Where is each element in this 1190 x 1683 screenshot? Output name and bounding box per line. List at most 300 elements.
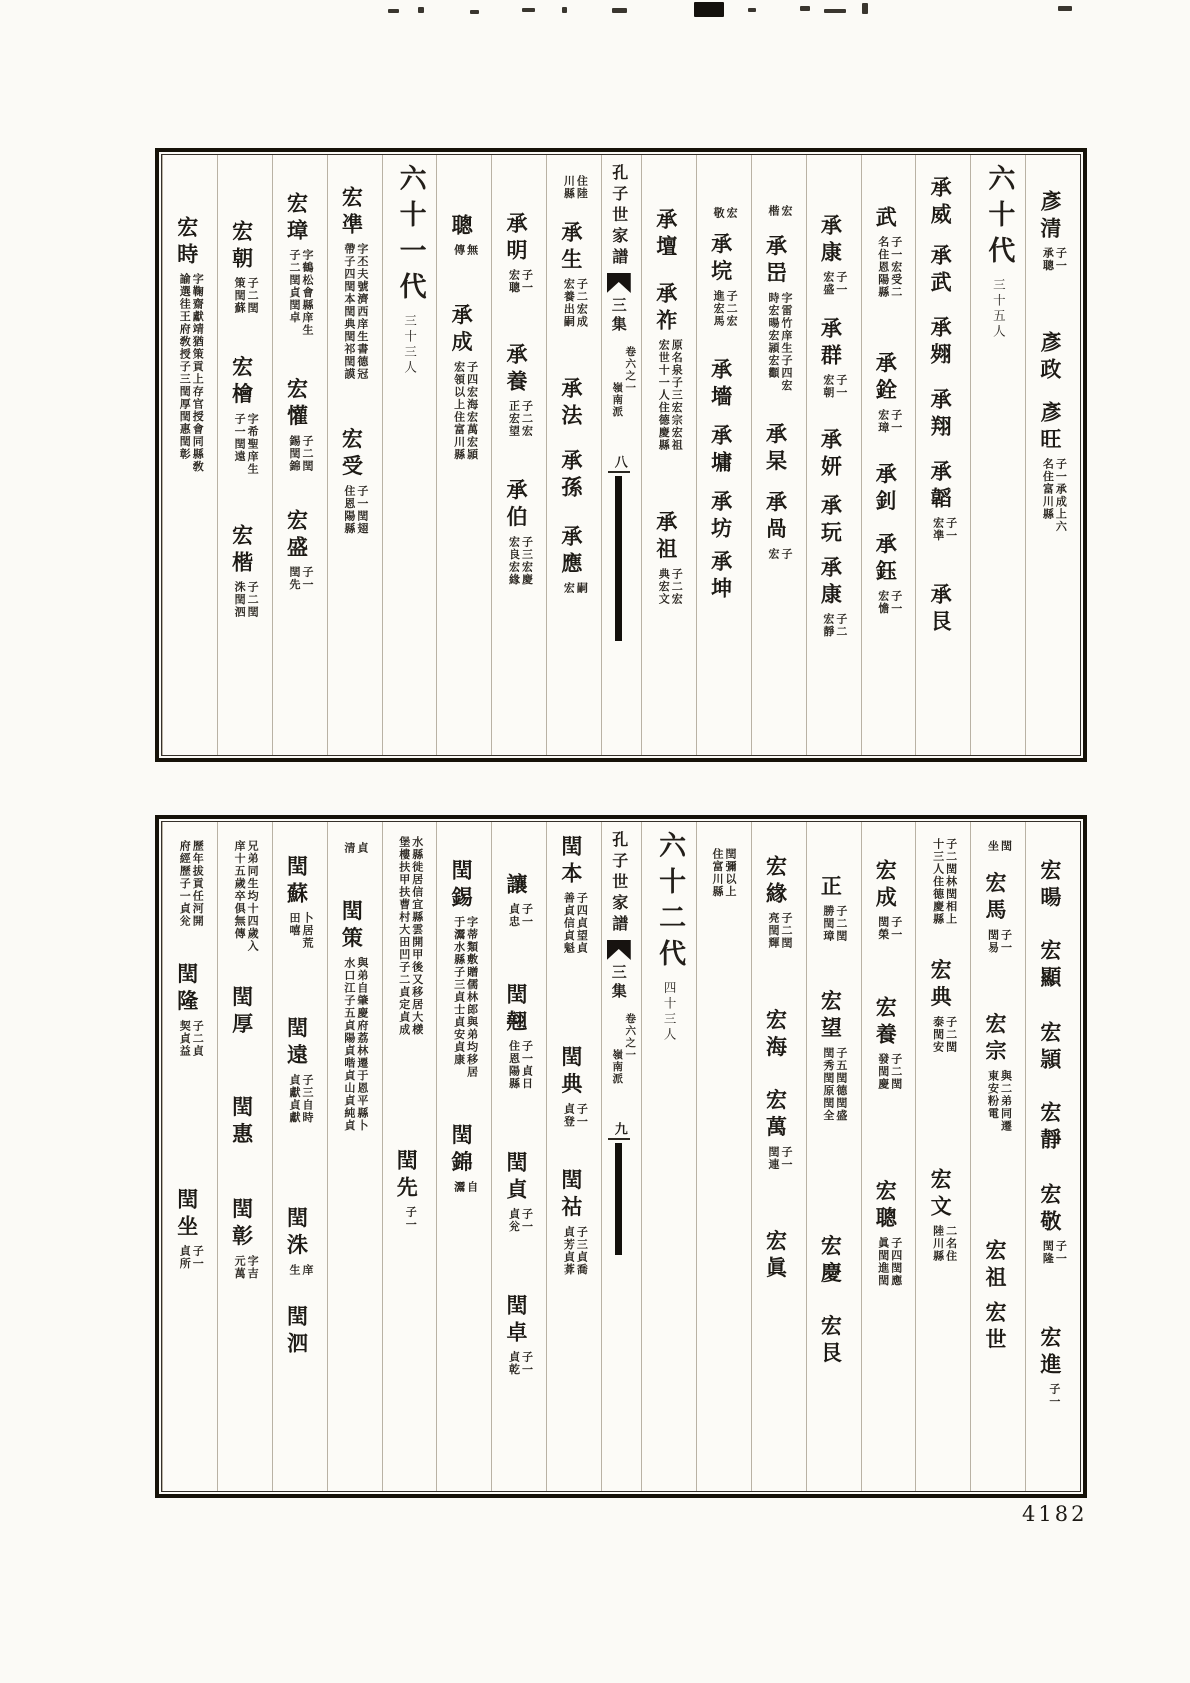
column-flow [394,155,426,755]
lineage-column [546,822,601,1491]
spacer [351,164,352,186]
person-name: 宏宗 [982,1012,1008,1067]
person-annotation [877,916,903,941]
person-annotation [178,1020,204,1058]
spacer [885,1094,886,1180]
spacer [1049,993,1050,1021]
annotation-line: 貞忠 [507,903,521,928]
spacer [994,856,995,872]
person-annotation [288,1074,314,1124]
annotation-line: 子一 [1054,247,1068,272]
annotation-line: 子二宏 [670,567,684,605]
spacer [885,831,886,859]
annotation-line: 字蒂類敷贈儒林郎與弟均移居 [465,916,479,1079]
annotation-line: 子一 [889,589,903,615]
person-annotation [453,244,479,257]
annotation-line: 傳 [452,244,466,257]
person-name: 閏厚 [229,985,255,1040]
scan-artifact [562,7,567,13]
person-annotation [1048,1383,1061,1408]
person-name: 閏貞 [503,1151,529,1205]
annotation-line: 閏易 [986,928,1000,954]
person-annotation [233,277,259,315]
person-annotation [562,278,588,328]
annotation-line: 進宏馬 [712,289,726,327]
spacer [1049,913,1050,939]
column-flow [450,155,479,755]
generation-title: 六十二代 [654,831,686,975]
person-name: 宏頴 [1037,1021,1063,1075]
spacer [665,262,666,282]
person-name: 宏海 [763,1008,789,1063]
spine-black-bar [615,1143,622,1255]
annotation-line: 子一 [520,269,534,294]
annotation-line: 貞獻貞獻 [287,1073,301,1124]
annotation-line: 閏先 [287,566,301,591]
annotation-line: 泰閏安 [931,1015,945,1053]
annotation-line: 卷六之一 [624,346,637,394]
person-annotation [343,485,369,535]
person-name: 承康 [818,556,844,610]
annotation-line: 典宏文 [657,567,671,605]
annotation-line: 子一 [1047,1383,1061,1408]
annotation-line: 歷年拔貢任河開 [191,840,205,928]
continuation-note [398,836,424,1036]
person-name: 聰 [449,214,475,241]
spacer [296,340,297,378]
lineage-column [272,155,327,755]
annotation-line: 子一閏遠 [233,412,247,463]
person-name: 承咼 [763,490,789,545]
spine-column [601,155,641,755]
spacer [720,330,721,358]
annotation-line: 字丕夫號濟西庠生書德冠 [355,243,369,381]
annotation-line: 子二 [834,613,848,638]
person-name: 宏盛 [284,509,310,563]
spacer [720,164,721,204]
generation-count: 三十三人 [402,314,418,376]
annotation-line: 子一 [300,566,314,591]
spacer [461,1082,462,1124]
annotation-line: 于灊水縣子三貞士貞安貞康 [452,916,466,1066]
person-name: 承法 [558,377,584,431]
lineage-column [641,155,696,755]
annotation-line: 閏 [999,840,1013,853]
annotation-line: 住富川縣 [710,848,724,898]
annotation-line: 卜居荒 [300,912,314,950]
person-name: 承群 [818,317,844,371]
column-flow [711,822,737,1491]
spacer [830,1289,831,1315]
annotation-line: 住陸 [575,175,589,200]
person-name: 宏時 [174,216,200,270]
continuation-note [986,840,1012,853]
lineage-column [861,155,916,755]
person-name: 承武 [928,244,954,298]
spacer [830,482,831,494]
person-annotation [288,1264,314,1277]
column-flow [231,155,260,755]
spacer [515,297,516,343]
spacer [186,164,187,216]
spacer [1049,164,1050,190]
column-flow [395,822,424,1491]
person-name: 閏祜 [558,1168,584,1223]
lineage-column [1025,822,1080,1491]
column-flow [655,155,684,755]
person-name: 承杲 [763,422,789,477]
column-flow [983,155,1015,755]
annotation-line: 子二閏 [300,434,314,472]
person-name: 閏策 [339,899,365,954]
person-name: 宏祖 [982,1239,1008,1293]
annotation-line: 灊 [452,1180,466,1193]
person-name: 承康 [818,214,844,268]
spacer [1049,831,1050,859]
annotation-line: 亮閏輝 [766,912,780,950]
spacer [570,203,571,221]
annotation-line: 十三人住德慶縣 [931,838,945,926]
scan-artifact [612,8,627,13]
annotation-line: 子一 [834,271,848,296]
person-annotation [562,582,588,595]
scan-artifact [800,6,810,11]
annotation-line: 子二閏 [779,912,793,950]
person-name: 閏翹 [503,983,529,1037]
column-flow [819,822,848,1491]
spacer [570,1131,571,1169]
person-name: 承應 [558,525,584,579]
spacer [296,1279,297,1305]
person-name: 宏聰 [873,1179,899,1234]
spacer [830,548,831,556]
generation-title: 六十代 [983,164,1015,272]
scan-artifact [418,7,424,13]
column-flow [984,822,1013,1491]
spacer [994,1293,995,1301]
person-annotation [932,517,958,542]
column-flow [285,155,314,755]
person-name: 閏泗 [284,1305,310,1359]
person-annotation [233,413,259,476]
spacer [570,958,571,1046]
lineage-column [915,155,970,755]
column-flow [764,822,793,1491]
spacer [940,298,941,316]
annotation-line: 宏領以上住富川縣 [452,360,466,461]
annotation-line: 名住恩陽縣 [876,236,890,299]
annotation-line: 坐 [986,840,1000,853]
person-annotation [233,1255,259,1280]
column-flow [654,822,686,1491]
column-flow [285,822,314,1491]
lineage-column [806,822,861,1491]
column-flow [764,155,793,755]
person-name: 宏朝 [229,220,255,274]
spacer [515,1236,516,1294]
annotation-line: 敬 [712,207,726,220]
annotation-line: 子四宏海宏萬宏頴 [465,360,479,461]
spacer [885,437,886,463]
continuation-note [233,840,259,953]
person-name: 宏暘 [1037,859,1063,913]
annotation-line: 田嘻 [287,912,301,937]
spacer [885,164,886,206]
annotation-line: 貞兊 [507,1208,521,1233]
continuation-note [712,207,738,220]
annotation-line: 子一 [575,1102,589,1128]
lineage-column [217,822,272,1491]
spacer [618,1088,619,1122]
person-name: 宏典 [928,958,954,1013]
annotation-line: 貞乾 [507,1351,521,1376]
spacer [885,517,886,533]
spacer [830,946,831,990]
column-flow [929,822,958,1491]
person-annotation [178,1245,204,1270]
annotation-line: 子二閏貞閏卓 [287,249,301,324]
annotation-line: 子二閏 [944,1015,958,1053]
column-flow [607,822,637,1491]
spacer [461,831,462,859]
continuation-note [932,838,958,926]
annotation-line: 宏 [562,582,576,595]
person-annotation [1041,1240,1067,1265]
person-annotation [453,1181,479,1194]
person-name: 承岊 [763,234,789,289]
spacer [406,831,407,833]
person-annotation [877,409,903,434]
person-name: 宏世 [982,1301,1008,1355]
person-name: 正 [818,875,844,902]
annotation-line: 自 [465,1180,479,1193]
annotation-line: 子一 [191,1245,205,1270]
spacer [940,545,941,583]
continuation-note [178,840,204,928]
spacer [1049,275,1050,331]
annotation-line: 原名泉子三宏宗宏祖 [670,339,684,452]
spacer [515,164,516,212]
person-name: 閏彰 [229,1197,255,1252]
spacer [940,442,941,460]
annotation-line: 住恩陽縣 [507,1040,521,1090]
person-annotation [767,912,793,950]
spacer [618,421,619,455]
spacer [775,953,776,1009]
spacer [1049,1075,1050,1101]
person-name: 承墉 [708,424,734,478]
lineage-column [546,155,601,755]
person-name: 閏錫 [449,859,475,913]
person-name: 承威 [928,176,954,230]
generation-header-column [641,822,696,1491]
lineage-column [806,155,861,755]
annotation-line: 宏 [766,547,780,560]
annotation-line: 閏隆 [1041,1240,1055,1265]
lineage-column [327,822,382,1491]
scan-artifact [862,3,868,14]
lineage-column [970,822,1025,1491]
lineage-column [751,155,806,755]
person-annotation [288,912,314,950]
annotation-line: 宏憺 [876,589,890,615]
annotation-line: 卷六之一 [624,1013,637,1061]
person-name: 承坤 [708,550,734,604]
annotation-line: 子一閏翅 [355,484,369,535]
folio-number: 九 [611,1122,627,1135]
lineage-column [915,822,970,1491]
person-name: 宏顯 [1037,939,1063,993]
spacer [241,1040,242,1096]
lineage-column [696,822,751,1491]
person-name: 宏靜 [1037,1101,1063,1155]
person-annotation [343,243,369,381]
column-flow [340,822,369,1491]
annotation-line: 水縣徙居信宜縣雲開甲後又移居大檨 [410,836,424,1036]
continuation-note [343,842,369,855]
person-name: 承孫 [558,449,584,503]
lineage-column [751,822,806,1491]
annotation-line: 名住富川縣 [1041,458,1055,521]
spacer [830,831,831,875]
continuation-note [767,205,793,218]
spacer [940,929,941,959]
annotation-line: 閏秀閏原閏全 [821,1046,835,1122]
annotation-line: 子三貞喬 [575,1225,589,1276]
spacer [885,944,886,996]
annotation-line: 堡樓扶甲扶曹村大田凹子二貞定貞成 [397,836,411,1036]
column-flow [929,155,958,755]
annotation-line: 正宏望 [507,400,521,438]
person-name: 宏凖 [339,186,365,240]
generation-header-column [970,155,1025,755]
spacer [940,370,941,388]
person-annotation [562,1226,588,1276]
column-flow [1039,155,1068,755]
annotation-line: 子二宏成 [575,278,589,328]
annotation-line: 發閏慶 [876,1053,890,1091]
person-annotation [767,292,793,392]
person-name: 承鈺 [873,532,899,587]
column-flow [450,822,479,1491]
spacer [775,164,776,202]
annotation-line: 子一 [520,1208,534,1233]
spacer [296,164,297,192]
spacer [241,164,242,220]
person-annotation [178,273,204,473]
person-annotation [822,1047,848,1122]
spacer [406,1039,407,1149]
spacer [515,831,516,873]
spacer [296,475,297,509]
annotation-line: 貞登 [562,1102,576,1128]
person-name: 閏惠 [229,1095,255,1150]
annotation-line: 子三宏慶 [520,535,534,586]
person-name: 閏先 [394,1149,420,1203]
person-name: 宏進 [1037,1326,1063,1380]
annotation-line: 子一宏受二 [889,236,903,299]
generation-count: 三十五人 [991,278,1007,340]
column-flow [710,155,739,755]
person-name: 承墻 [708,358,734,412]
annotation-line: 陸川縣 [931,1225,945,1263]
annotation-line: 無 [465,244,479,257]
annotation-line: 宏良宏緣 [507,535,521,586]
spacer [775,1063,776,1089]
spacer [775,395,776,423]
person-name: 武 [873,206,899,233]
person-name: 宏楷 [229,524,255,578]
collection-label: 三集 [609,964,628,1002]
spacer [461,164,462,214]
annotation-line: 善貞信貞魁 [562,892,576,955]
spacer [241,956,242,986]
spacer [830,164,831,214]
lineage-column [217,155,272,755]
person-name: 閏蘇 [284,855,310,909]
person-annotation [822,374,848,399]
annotation-line: 貞芳貞葊 [562,1225,576,1276]
person-annotation [877,1053,903,1091]
annotation-line: 子一 [404,1206,418,1231]
column-flow [340,155,369,755]
person-name: 閏坐 [174,1188,200,1242]
spacer [665,455,666,511]
lineage-column [382,822,437,1491]
annotation-line: 與二弟同遷 [999,1069,1013,1132]
annotation-line: 閏榮 [876,916,890,941]
person-name: 宏艮 [818,1314,844,1369]
volume-branch-label [610,1013,636,1085]
annotation-line: 宏聰 [507,269,521,294]
spacer [351,831,352,839]
spacer [994,831,995,837]
spacer [186,831,187,837]
person-annotation [233,581,259,619]
generation-count: 四十三人 [662,981,678,1043]
spacer [885,302,886,352]
spacer [994,1135,995,1239]
annotation-line: 帶子四閏本閏典閏祁閏謨 [342,243,356,381]
person-name: 彥清 [1037,190,1063,244]
person-annotation [1041,247,1067,272]
lineage-column [436,155,491,755]
person-name: 閏典 [558,1045,584,1100]
spacer [830,402,831,428]
person-name: 承祚 [653,282,679,336]
spacer [241,318,242,356]
person-name: 承伯 [503,478,529,533]
person-name: 承生 [558,221,584,275]
person-name: 閏錦 [449,1123,475,1178]
person-name: 閏卓 [503,1294,529,1348]
lineage-column [162,822,217,1491]
person-name: 宏懽 [284,377,310,432]
leaf-columns-upper [161,154,1081,756]
annotation-line: 府經歷子一貞兊 [178,840,192,928]
annotation-line: 生 [287,1263,301,1276]
person-annotation [453,916,479,1079]
annotation-line: 宏璋 [876,408,890,434]
folio-rule [608,471,630,473]
scan-artifact [470,10,479,14]
person-name: 宏文 [928,1168,954,1222]
annotation-line: 水口江子五貞陽貞喈貞山貞純貞 [342,956,356,1132]
column-flow [176,822,205,1491]
annotation-line: 子一 [889,916,903,941]
spacer [570,164,571,172]
annotation-line: 子一 [944,517,958,542]
